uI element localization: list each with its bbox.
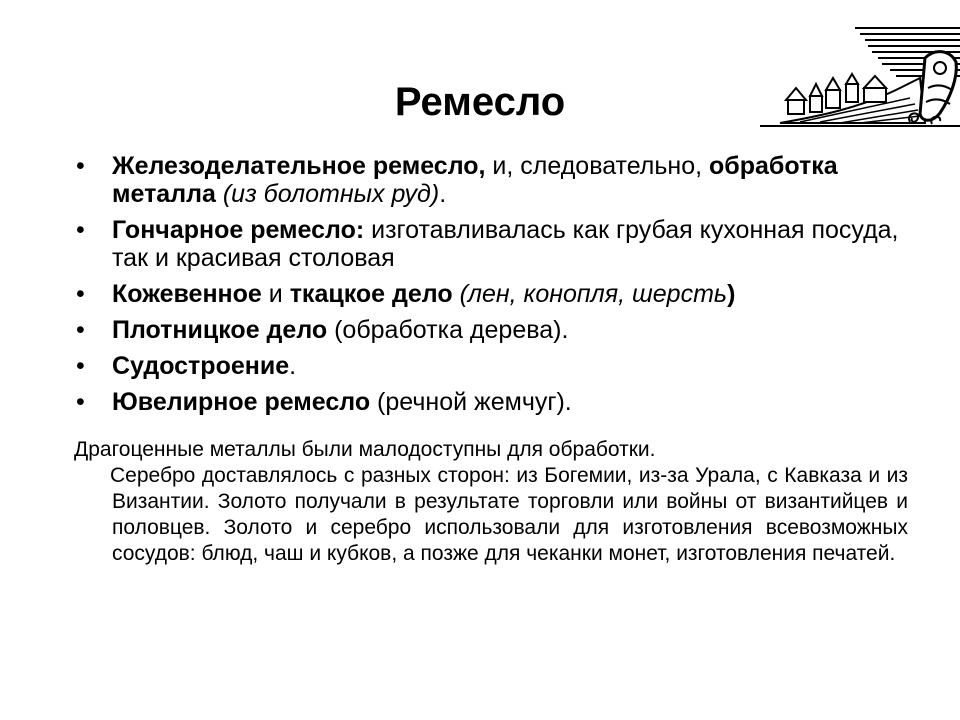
bullet-item <box>76 388 936 416</box>
woodcut-town-icon <box>760 18 960 130</box>
bullet-item <box>76 216 936 272</box>
bullet-item <box>76 280 936 308</box>
bullet-item <box>76 316 936 344</box>
bullet-dot-icon: • <box>76 152 85 180</box>
bullet-text-segment: . <box>289 352 297 380</box>
bullet-text-segment: и <box>261 280 290 308</box>
bullet-text-segment: ткацкое дело <box>289 280 453 308</box>
bullet-dot-icon: • <box>76 388 85 416</box>
slide-title: Ремесло <box>394 80 566 124</box>
bullet-dot-icon: • <box>76 316 85 344</box>
bullet-text-segment: (речной жемчуг). <box>370 388 572 416</box>
bullet-text-segment: (обработка дерева). <box>327 316 569 344</box>
paragraph-first-line: Драгоценные металлы были малодоступны для обработки. <box>74 438 656 461</box>
bullet-text-segment: (из болотных руд) <box>215 180 440 208</box>
bullet-text-segment: (лен, конопля, шерсть <box>452 280 728 308</box>
paragraph-rest: Серебро доставлялось с разных сторон: из Богемии, из-за Урала, с Кавказа и из Византии. Золото получали в результате торговли или войны от византийцев и половцев. Золото и серебро использовали для изготовления всевозможных сосудов: блюд, чаш и кубков, а позже для чеканки монет, изготовления печатей. <box>110 464 908 565</box>
bullet-item <box>76 352 936 380</box>
bullet-text-segment: Железоделательное ремесло, <box>112 152 486 180</box>
bullet-dot-icon: • <box>76 280 85 308</box>
bullet-list <box>76 152 936 424</box>
bullet-dot-icon: • <box>76 216 85 244</box>
bullet-text-segment: . <box>439 180 447 208</box>
bullet-text-segment: Кожевенное <box>112 280 262 308</box>
body-paragraph <box>76 437 908 567</box>
bullet-text-segment: обработка металла <box>112 152 838 208</box>
bullet-text-segment: Плотницкое дело <box>112 316 328 344</box>
bullet-text-segment: изготавливалась как грубая кухонная посуда, так и красивая столовая <box>112 216 899 272</box>
bullet-dot-icon: • <box>76 352 85 380</box>
bullet-text-segment: Ювелирное ремесло <box>112 388 371 416</box>
bullet-item <box>76 152 936 208</box>
bullet-text-segment: Гончарное ремесло: <box>112 216 365 244</box>
bullet-text-segment: ) <box>727 280 736 308</box>
bullet-text-segment: Судостроение <box>112 352 290 380</box>
bullet-text-segment: и, следовательно, <box>485 152 710 180</box>
